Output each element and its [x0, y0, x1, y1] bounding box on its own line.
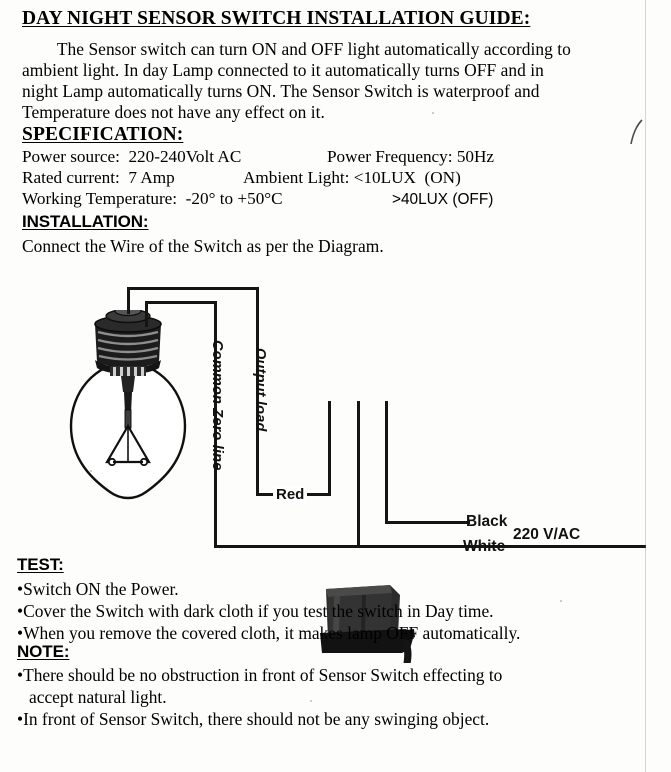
wire-lamp-lead-a: [127, 288, 130, 314]
note-item-0: There should be no obstruction in front of Sensor Switch effecting to: [23, 665, 503, 685]
wire-top-b-horizontal: [145, 301, 217, 304]
spec-row-2-left: Working Temperature: -20° to +50°C: [22, 189, 283, 208]
wire-lamp-lead-b: [145, 301, 148, 327]
label-black-wire: Black: [466, 513, 508, 530]
bullet-glyph: •: [17, 623, 24, 643]
scan-pen-mark: [628, 118, 648, 146]
intro-line-3: night Lamp automatically turns ON. The Sensor Switch is waterproof and: [22, 81, 540, 101]
test-item-0: Switch ON the Power.: [23, 579, 179, 599]
spec-row-2-right: >40LUX (OFF): [392, 191, 494, 208]
wire-white-horizontal: [214, 545, 646, 548]
note-heading: NOTE:: [17, 642, 70, 661]
list-item: [17, 622, 657, 644]
wire-black-vertical-to-sensor: [385, 401, 388, 523]
wire-top-a-horizontal: [127, 287, 259, 290]
spec-row-1-right: Ambient Light: <10LUX (ON): [243, 168, 461, 187]
intro-paragraph: [22, 39, 632, 123]
test-list: [17, 578, 657, 644]
page-title: DAY NIGHT SENSOR SWITCH INSTALLATION GUIDE:: [22, 8, 531, 29]
spec-row-0-right: Power Frequency: 50Hz: [327, 147, 495, 166]
intro-line-2: ambient light. In day Lamp connected to it automatically turns OFF and in: [22, 60, 544, 80]
wiring-diagram: [0, 262, 671, 562]
scan-edge-line: [645, 0, 646, 772]
light-bulb-illustration: [55, 310, 200, 510]
scan-speck: [432, 112, 434, 114]
bullet-glyph: •: [17, 579, 24, 599]
spec-row: [22, 188, 622, 209]
bullet-glyph: •: [17, 709, 24, 729]
label-common-zero-line: Common Zero line: [209, 340, 225, 471]
list-item: [17, 708, 657, 730]
list-item: [17, 664, 657, 686]
label-output-load: Output load: [252, 348, 268, 432]
label-white-wire: White: [463, 538, 506, 555]
specification-heading: SPECIFICATION:: [22, 124, 184, 145]
test-item-2: When you remove the covered cloth, it makes lamp OFF automatically.: [23, 623, 521, 643]
wire-black-horizontal: [385, 521, 470, 524]
label-red-wire: Red: [273, 486, 307, 503]
scan-speck: [200, 18, 202, 20]
wire-red-vertical-to-sensor: [328, 401, 331, 495]
installation-heading: INSTALLATION:: [22, 212, 149, 231]
spec-row-0-left: Power source: 220-240Volt AC: [22, 147, 242, 166]
intro-line-1: The Sensor switch can turn ON and OFF light automatically according to: [22, 39, 571, 59]
note-item-1: In front of Sensor Switch, there should not be any swinging object.: [23, 709, 490, 729]
scan-speck: [310, 700, 312, 702]
spec-row: [22, 167, 622, 188]
bullet-glyph: •: [17, 601, 24, 621]
note-item-0-continuation: accept natural light.: [29, 687, 167, 707]
label-supply-voltage: 220 V/AC: [513, 526, 581, 543]
spec-row: [22, 146, 622, 167]
list-item: [17, 578, 657, 600]
note-list: [17, 664, 657, 730]
test-item-1: Cover the Switch with dark cloth if you test the switch in Day time.: [23, 601, 494, 621]
scan-speck: [90, 470, 92, 472]
intro-line-4: Temperature does not have any effect on it.: [22, 102, 325, 122]
spec-row-1-left: Rated current: 7 Amp: [22, 168, 175, 187]
scan-speck: [560, 600, 562, 602]
test-heading: TEST:: [17, 555, 64, 574]
specification-table: [22, 146, 622, 209]
wire-white-vertical-to-sensor: [357, 401, 360, 547]
list-item: [17, 600, 657, 622]
installation-text: Connect the Wire of the Switch as per the Diagram.: [22, 236, 384, 256]
bullet-glyph: •: [17, 665, 24, 685]
